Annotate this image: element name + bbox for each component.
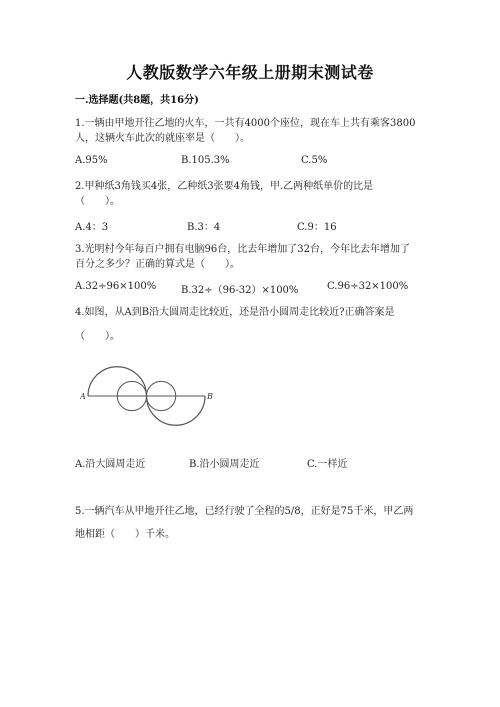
question-2	[75, 179, 435, 209]
question-5-line-2: 地相距（ ）千米。	[75, 529, 175, 540]
question-3-option-b[interactable]: B.32÷（96-32）×100%	[181, 285, 299, 296]
question-2-line-1: 2.甲种纸3角钱买4张，乙种纸3张要4角钱，甲.乙两种纸单价的比是	[75, 181, 374, 192]
small-semicircle-1	[117, 381, 146, 396]
point-b-label: B	[207, 392, 213, 401]
question-2-options	[75, 218, 435, 232]
question-1	[75, 116, 435, 146]
question-2-option-c[interactable]: C.9：16	[297, 222, 337, 233]
small-semicircle-3	[147, 381, 176, 396]
section-heading: 一.选择题(共8题，共16分)	[75, 95, 199, 106]
question-3-line-2: 百分之多少？正确的算式是（ ）。	[75, 259, 240, 270]
question-4	[75, 305, 435, 344]
question-3-option-c[interactable]: C.96÷32×100%	[327, 281, 409, 292]
question-4-option-a[interactable]: A.沿大圆周走近	[75, 459, 146, 470]
question-2-option-a[interactable]: A.4：3	[75, 222, 109, 233]
question-3-option-a[interactable]: A.32÷96×100%	[75, 281, 157, 292]
large-semicircle-upper	[88, 367, 147, 396]
question-4-line-1: 4.如图，从A到B沿大圆周走比较近，还是沿小圆周走比较近?正确答案是	[75, 307, 395, 318]
question-1-option-a[interactable]: A.95%	[75, 155, 108, 166]
question-1-line-1: 1.一辆由甲地开往乙地的火车，一共有4000个座位，现在车上共有乘客3800	[75, 118, 416, 129]
question-1-options	[75, 155, 435, 169]
small-semicircle-2	[117, 396, 146, 411]
page-title: 人教版数学六年级上册期末测试卷	[126, 63, 374, 82]
question-3-options	[75, 281, 435, 295]
circles-figure	[80, 362, 215, 430]
question-2-line-2: （ ）。	[75, 196, 120, 207]
question-2-option-b[interactable]: B.3：4	[187, 222, 221, 233]
question-5-line-1: 5.一辆汽车从甲地开往乙地，已经行驶了全程的5/8，正好是75千米，甲乙两	[75, 506, 414, 517]
question-4-option-b[interactable]: B.沿小圆周走近	[189, 459, 260, 470]
question-3-line-1: 3.光明村今年每百户拥有电脑96台，比去年增加了32台，今年比去年增加了	[75, 244, 410, 255]
circles-figure-svg	[80, 362, 215, 430]
question-5	[75, 500, 435, 546]
question-1-line-2: 人，这辆火车此次的就座率是（ ）。	[75, 133, 250, 144]
question-1-option-c[interactable]: C.5%	[301, 155, 328, 166]
large-semicircle-lower	[147, 396, 206, 425]
question-1-option-b[interactable]: B.105.3%	[181, 155, 230, 166]
small-semicircle-4	[147, 396, 176, 411]
question-4-options	[75, 455, 435, 469]
point-a-label: A	[80, 392, 86, 401]
question-3	[75, 242, 435, 272]
question-4-line-2: （ ）。	[75, 331, 120, 342]
question-4-option-c[interactable]: C.一样近	[307, 459, 348, 470]
